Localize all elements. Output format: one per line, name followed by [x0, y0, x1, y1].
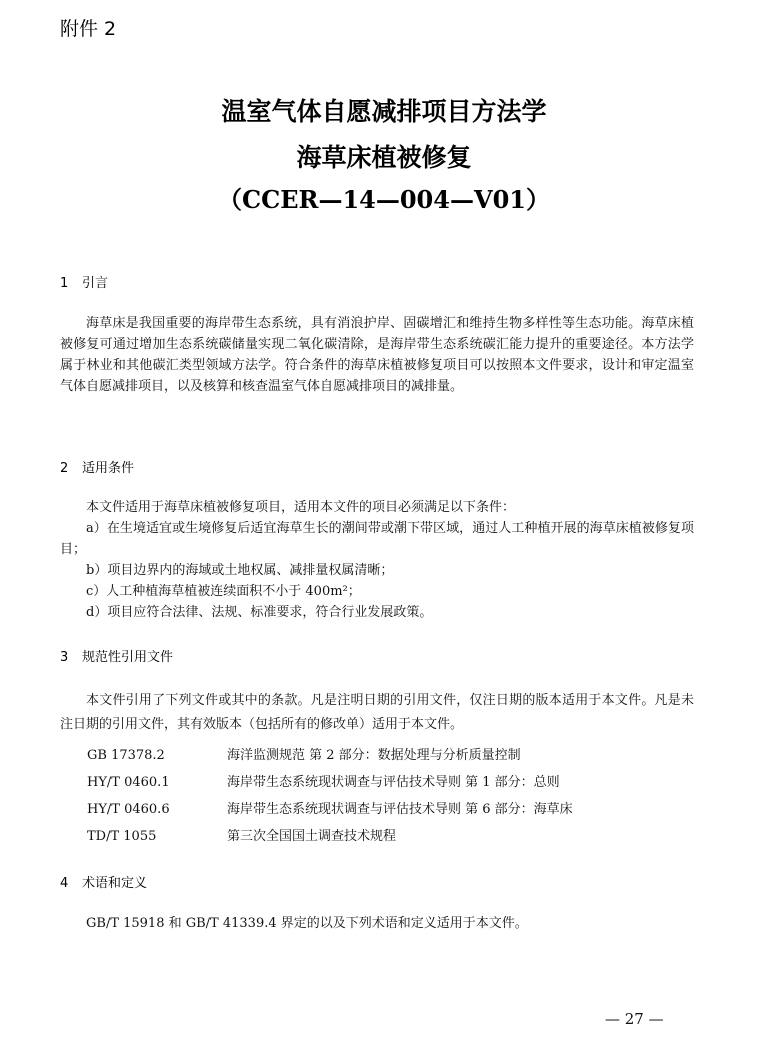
document-title-line-1: 温室气体自愿减排项目方法学	[221, 97, 547, 126]
reference-row	[87, 798, 573, 817]
section-1-heading	[60, 272, 108, 291]
section-number: 3	[60, 650, 69, 665]
condition-item-a: a）在生境适宜或生境修复后适宜海草生长的潮间带或潮下带区域，通过人工种植开展的海草床植被修复项目；	[60, 521, 694, 557]
section-2-intro: 本文件适用于海草床植被修复项目，适用本文件的项目必须满足以下条件：	[86, 500, 516, 515]
document-code: （CCER—14—004—V01）	[218, 185, 550, 214]
section-number: 4	[60, 876, 69, 891]
section-3-heading	[60, 646, 173, 665]
section-title: 引言	[82, 276, 109, 291]
condition-item-d: d）项目应符合法律、法规、标准要求，符合行业发展政策。	[86, 605, 433, 620]
section-4-paragraph: GB/T 15918 和 GB/T 41339.4 界定的以及下列术语和定义适用于本文件。	[86, 916, 528, 931]
section-3-paragraph: 本文件引用了下列文件或其中的条款。凡是注明日期的引用文件，仅注日期的版本适用于本文件。凡是未注日期的引用文件，其有效版本（包括所有的修改单）适用于本文件。	[60, 693, 694, 732]
section-4-heading	[60, 872, 147, 891]
section-title: 术语和定义	[82, 876, 148, 891]
reference-code: HY/T 0460.1	[87, 775, 170, 790]
section-number: 2	[60, 461, 69, 476]
condition-item-c: c）人工种植海草植被连续面积不小于 400m²；	[86, 584, 361, 599]
attachment-label: 附件 2	[60, 18, 117, 40]
reference-row	[87, 744, 521, 763]
page-number: — 27 —	[605, 1010, 664, 1028]
reference-title: 海岸带生态系统现状调查与评估技术导则 第 6 部分：海草床	[227, 802, 573, 817]
section-title: 适用条件	[82, 461, 135, 476]
reference-title: 海洋监测规范 第 2 部分：数据处理与分析质量控制	[227, 748, 521, 763]
section-title: 规范性引用文件	[82, 650, 174, 665]
condition-item-b: b）项目边界内的海域或土地权属、减排量权属清晰；	[86, 563, 394, 578]
reference-title: 海岸带生态系统现状调查与评估技术导则 第 1 部分：总则	[227, 775, 560, 790]
reference-title: 第三次全国国土调查技术规程	[227, 829, 397, 844]
section-2-heading	[60, 457, 134, 476]
section-number: 1	[60, 276, 69, 291]
reference-code: HY/T 0460.6	[87, 802, 170, 817]
section-1-paragraph: 海草床是我国重要的海岸带生态系统，具有消浪护岸、固碳增汇和维持生物多样性等生态功能。海草床植被修复可通过增加生态系统碳储量实现二氧化碳清除，是海岸带生态系统碳汇能力提升的重要途径。本方法学属于林业和其他碳汇类型领域方法学。符合条件的海草床植被修复项目可以按照本文件要求，设计和审定温室气体自愿减排项目，以及核算和核查温室气体自愿减排项目的减排量。	[60, 316, 694, 394]
reference-code: TD/T 1055	[87, 829, 157, 844]
document-title-line-2: 海草床植被修复	[296, 143, 472, 172]
reference-code: GB 17378.2	[87, 748, 165, 763]
reference-row	[87, 825, 396, 844]
reference-row	[87, 771, 560, 790]
